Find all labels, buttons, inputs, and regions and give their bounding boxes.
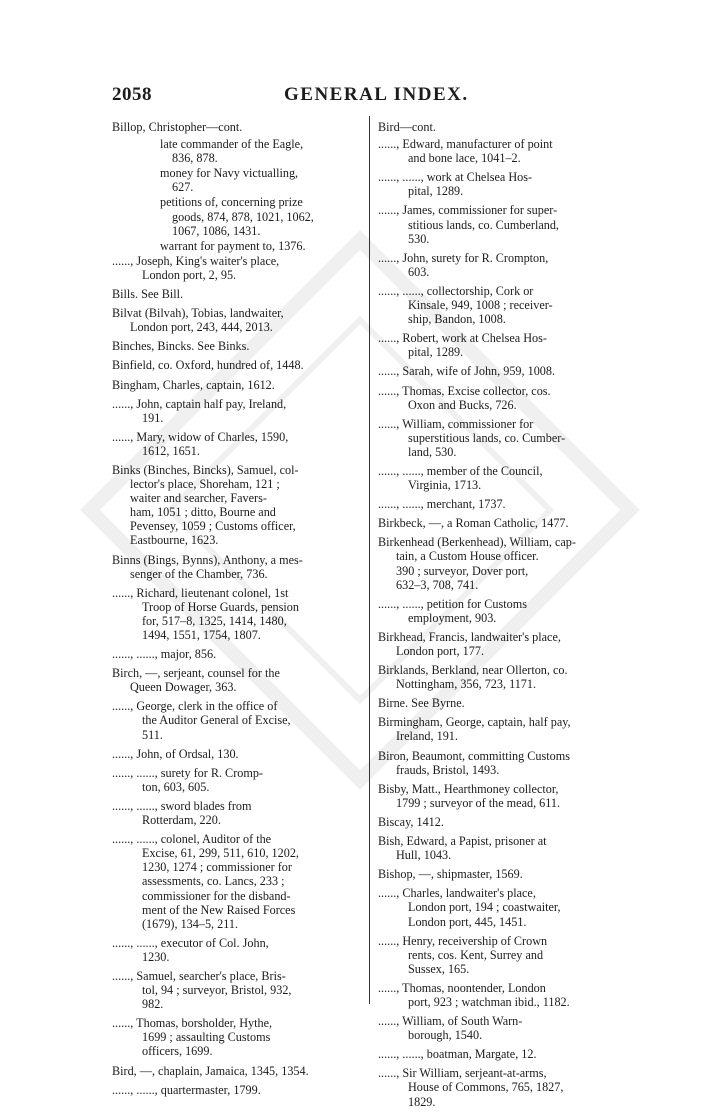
index-entry-line: Biron, Beaumont, committing Customs: [378, 748, 570, 763]
index-entry: [378, 981, 616, 1009]
index-entry: [112, 699, 350, 741]
index-entry: [378, 696, 616, 710]
index-entry-line: petitions of, concerning prize: [160, 195, 303, 210]
index-entry-line: employment, 903.: [408, 610, 497, 625]
index-entry-line: ship, Bandon, 1008.: [408, 312, 506, 327]
index-entry: [378, 364, 616, 378]
index-entry-line: Binches, Bincks. See Binks.: [112, 339, 250, 354]
index-entry: [112, 120, 350, 134]
index-entry-line: ......, John, captain half pay, Ireland,: [112, 396, 287, 411]
index-entry-line: ......, William, commissioner for: [378, 416, 534, 431]
index-entry-line: Birkenhead (Berkenhead), William, cap-: [378, 535, 576, 550]
index-entry-line: 511.: [142, 727, 163, 742]
index-entry: [378, 1066, 616, 1108]
index-entry-line: London port, 445, 1451.: [408, 914, 527, 929]
index-entry-line: Birklands, Berkland, near Ollerton, co.: [378, 663, 568, 678]
index-column-left: [112, 120, 350, 1102]
index-entry-line: ......, James, commissioner for super-: [378, 203, 558, 218]
page-header: [0, 84, 722, 114]
index-entry-line: Birmingham, George, captain, half pay,: [378, 715, 571, 730]
index-entry-line: money for Navy victualling,: [160, 166, 299, 181]
index-entry-line: the Auditor General of Excise,: [142, 713, 291, 728]
index-entry-line: ......, ......, work at Chelsea Hos-: [378, 170, 533, 185]
index-entry-line: officers, 1699.: [142, 1044, 213, 1059]
index-entry: [378, 251, 616, 279]
index-entry-line: Pevensey, 1059 ; Customs officer,: [130, 519, 296, 534]
index-entry-line: ......, Thomas, noontender, London: [378, 980, 546, 995]
index-entry-line: ......, ......, surety for R. Cromp-: [112, 765, 263, 780]
index-entry: [112, 254, 350, 282]
index-entry-line: Bilvat (Bilvah), Tobias, landwaiter,: [112, 306, 284, 321]
index-column-right: [378, 120, 616, 1114]
index-entry-line: ......, Mary, widow of Charles, 1590,: [112, 429, 289, 444]
index-entry: [112, 1016, 350, 1058]
index-entry: [112, 239, 350, 253]
index-entry-line: Bisby, Matt., Hearthmoney collector,: [378, 781, 559, 796]
index-entry-line: 836, 878.: [172, 151, 218, 166]
index-entry-line: assessments, co. Lancs, 233 ;: [142, 874, 285, 889]
index-entry: [378, 384, 616, 412]
index-entry: [378, 663, 616, 691]
index-entry-line: Birkhead, Francis, landwaiter's place,: [378, 629, 561, 644]
index-entry-line: ......, ......, executor of Col. John,: [112, 935, 269, 950]
index-entry-line: London port, 243, 444, 2013.: [130, 320, 273, 335]
index-entry-line: ......, Charles, landwaiter's place,: [378, 886, 536, 901]
index-entry-line: 632–3, 708, 741.: [396, 577, 479, 592]
index-entry-line: Bish, Edward, a Papist, prisoner at: [378, 834, 547, 849]
index-entry-line: rents, cos. Kent, Surrey and: [408, 947, 544, 962]
running-title: GENERAL INDEX.: [284, 84, 469, 105]
index-entry: [112, 1064, 350, 1078]
index-entry-line: Excise, 61, 299, 511, 610, 1202,: [142, 846, 299, 861]
index-entry-line: Nottingham, 356, 723, 1171.: [396, 677, 537, 692]
index-entry-line: goods, 874, 878, 1021, 1062,: [172, 209, 314, 224]
index-entry-line: for, 517–8, 1325, 1414, 1480,: [142, 613, 287, 628]
index-entry-line: ......, ......, major, 856.: [112, 647, 217, 662]
index-entry: [112, 463, 350, 548]
index-entry-line: ......, Joseph, King's waiter's place,: [112, 253, 280, 268]
index-entry: [378, 284, 616, 326]
index-entry-line: ......, Thomas, Excise collector, cos.: [378, 383, 551, 398]
index-entry-line: borough, 1540.: [408, 1028, 483, 1043]
index-entry-line: Bird, —, chaplain, Jamaica, 1345, 1354.: [112, 1063, 309, 1078]
index-entry-line: Bird—cont.: [378, 120, 436, 134]
index-entry: [112, 166, 350, 194]
index-entry-line: commissioner for the disband-: [142, 888, 291, 903]
index-entry-line: ......, Henry, receivership of Crown: [378, 933, 548, 948]
index-entry: [112, 969, 350, 1011]
index-entry-line: 390 ; surveyor, Dover port,: [396, 563, 529, 578]
index-entry: [378, 464, 616, 492]
index-entry: [378, 934, 616, 976]
index-entry: [112, 553, 350, 581]
index-entry: [112, 766, 350, 794]
index-entry: [378, 1014, 616, 1042]
column-divider: [369, 116, 370, 1004]
index-entry: [378, 417, 616, 459]
index-entry: [112, 358, 350, 372]
index-entry: [378, 630, 616, 658]
index-entry-line: warrant for payment to, 1376.: [160, 238, 306, 253]
index-entry: [112, 799, 350, 827]
index-entry-line: ......, John, surety for R. Crompton,: [378, 250, 549, 265]
index-entry-line: frauds, Bristol, 1493.: [396, 762, 500, 777]
page-number: 2058: [112, 84, 152, 105]
index-entry-line: Bills. See Bill.: [112, 287, 184, 302]
index-entry-line: 1230.: [142, 949, 170, 964]
index-entry-line: Binns (Bings, Bynns), Anthony, a mes-: [112, 552, 303, 567]
index-entry-line: Sussex, 165.: [408, 961, 470, 976]
index-entry-line: Queen Dowager, 363.: [130, 680, 237, 695]
index-entry-line: pital, 1289.: [408, 345, 464, 360]
index-entry: [112, 936, 350, 964]
index-entry-line: ......, George, clerk in the office of: [112, 699, 278, 714]
index-entry: [378, 535, 616, 591]
index-entry-line: Birch, —, serjeant, counsel for the: [112, 666, 280, 681]
index-entry-line: Billop, Christopher—cont.: [112, 120, 243, 134]
index-entry-line: waiter and searcher, Favers-: [130, 491, 267, 506]
index-entry-line: pital, 1289.: [408, 184, 464, 199]
index-entry-line: Birkbeck, —, a Roman Catholic, 1477.: [378, 516, 569, 531]
index-entry-line: 603.: [408, 264, 430, 279]
index-entry: [112, 832, 350, 931]
index-entry-line: House of Commons, 765, 1827,: [408, 1080, 564, 1095]
index-entry-line: Bingham, Charles, captain, 1612.: [112, 377, 275, 392]
index-entry-line: Rotterdam, 220.: [142, 813, 221, 828]
index-entry-line: ......, Edward, manufacturer of point: [378, 137, 553, 152]
index-entry: [378, 815, 616, 829]
index-entry: [378, 782, 616, 810]
index-entry-line: ......, ......, petition for Customs: [378, 596, 527, 611]
index-entry-line: ......, Richard, lieutenant colonel, 1st: [112, 585, 289, 600]
index-entry-line: ham, 1051 ; ditto, Bourne and: [130, 505, 276, 520]
index-entry-line: Oxon and Bucks, 726.: [408, 397, 517, 412]
index-entry-line: ......, ......, collectorship, Cork or: [378, 283, 534, 298]
index-entry-line: Biscay, 1412.: [378, 814, 444, 829]
index-entry: [112, 306, 350, 334]
index-entry: [378, 886, 616, 928]
index-entry-line: 1230, 1274 ; commissioner for: [142, 860, 292, 875]
index-entry-line: ......, Sir William, serjeant-at-arms,: [378, 1066, 547, 1081]
index-entry: [378, 516, 616, 530]
index-entry-line: lector's place, Shoreham, 121 ;: [130, 477, 280, 492]
index-entry-line: stitious lands, co. Cumberland,: [408, 217, 559, 232]
index-entry: [112, 195, 350, 237]
index-entry-line: Troop of Horse Guards, pension: [142, 599, 299, 614]
index-entry-line: 1699 ; assaulting Customs: [142, 1030, 271, 1045]
index-entry-line: land, 530.: [408, 444, 457, 459]
index-entry: [378, 497, 616, 511]
index-entry-line: London port, 177.: [396, 644, 485, 658]
index-entry-line: Hull, 1043.: [396, 848, 452, 863]
index-entry-line: 530.: [408, 231, 430, 246]
index-entry-line: and bone lace, 1041–2.: [408, 151, 521, 166]
index-entry-line: 1494, 1551, 1754, 1807.: [142, 628, 261, 642]
index-entry: [112, 339, 350, 353]
index-entry-line: ......, ......, boatman, Margate, 12.: [378, 1047, 537, 1062]
index-entry-line: 1067, 1086, 1431.: [172, 223, 261, 238]
index-entry: [378, 867, 616, 881]
index-entry-line: ......, Samuel, searcher's place, Bris-: [112, 968, 286, 983]
index-entry-line: late commander of the Eagle,: [160, 137, 304, 152]
index-entry: [378, 597, 616, 625]
index-entry: [112, 1083, 350, 1097]
index-entry: [378, 834, 616, 862]
index-entry-line: Birne. See Byrne.: [378, 696, 465, 711]
index-entry: [112, 747, 350, 761]
index-entry-line: superstitious lands, co. Cumber-: [408, 430, 566, 445]
index-entry-line: tol, 94 ; surveyor, Bristol, 932,: [142, 983, 292, 998]
index-entry-line: Virginia, 1713.: [408, 478, 482, 493]
index-entry: [112, 647, 350, 661]
index-entry: [378, 1047, 616, 1061]
index-entry-line: ......, ......, quartermaster, 1799.: [112, 1082, 261, 1097]
index-entry: [378, 137, 616, 165]
index-entry-line: Binfield, co. Oxford, hundred of, 1448.: [112, 358, 304, 373]
index-entry-line: ......, William, of South Warn-: [378, 1014, 523, 1029]
index-entry-line: Ireland, 191.: [396, 729, 458, 744]
index-entry-line: Kinsale, 949, 1008 ; receiver-: [408, 298, 553, 313]
index-entry-line: port, 923 ; watchman ibid., 1182.: [408, 994, 570, 1009]
index-entry: [378, 120, 616, 134]
index-entry-line: ......, Robert, work at Chelsea Hos-: [378, 331, 547, 346]
index-entry-line: ......, Sarah, wife of John, 959, 1008.: [378, 364, 556, 379]
index-entry: [112, 137, 350, 165]
index-entry: [112, 397, 350, 425]
index-entry-line: 1829.: [408, 1094, 436, 1109]
index-entry-line: tain, a Custom House officer.: [396, 549, 539, 564]
index-entry: [112, 586, 350, 642]
index-entry-line: 191.: [142, 410, 164, 425]
index-entry: [112, 378, 350, 392]
index-entry: [378, 203, 616, 245]
index-entry: [112, 287, 350, 301]
index-entry-line: ......, Thomas, borsholder, Hythe,: [112, 1016, 273, 1031]
index-entry-line: ......, ......, colonel, Auditor of the: [112, 832, 272, 847]
index-entry-line: Binks (Binches, Bincks), Samuel, col-: [112, 462, 299, 477]
index-entry-line: ......, John, of Ordsal, 130.: [112, 746, 239, 761]
index-entry-line: ......, ......, merchant, 1737.: [378, 497, 506, 512]
index-entry-line: 1612, 1651.: [142, 443, 200, 458]
index-entry: [112, 430, 350, 458]
index-entry: [378, 715, 616, 743]
index-entry-line: ......, ......, sword blades from: [112, 798, 252, 813]
index-entry-line: London port, 194 ; coastwaiter,: [408, 900, 561, 915]
index-entry-line: 627.: [172, 180, 194, 195]
index-entry-line: 982.: [142, 997, 164, 1012]
index-entry-line: Eastbourne, 1623.: [130, 533, 219, 548]
index-entry-line: senger of the Chamber, 736.: [130, 566, 268, 581]
index-entry-line: 1799 ; surveyor of the mead, 611.: [396, 795, 561, 810]
index-entry-line: ment of the New Raised Forces: [142, 902, 296, 917]
index-entry: [378, 331, 616, 359]
index-entry: [378, 749, 616, 777]
index-entry-line: (1679), 134–5, 211.: [142, 916, 239, 931]
index-entry-line: ton, 603, 605.: [142, 779, 210, 794]
index-entry: [378, 170, 616, 198]
index-entry-line: London port, 2, 95.: [142, 267, 237, 282]
index-entry-line: ......, ......, member of the Council,: [378, 463, 543, 478]
index-entry: [112, 666, 350, 694]
index-entry-line: Bishop, —, shipmaster, 1569.: [378, 867, 523, 882]
